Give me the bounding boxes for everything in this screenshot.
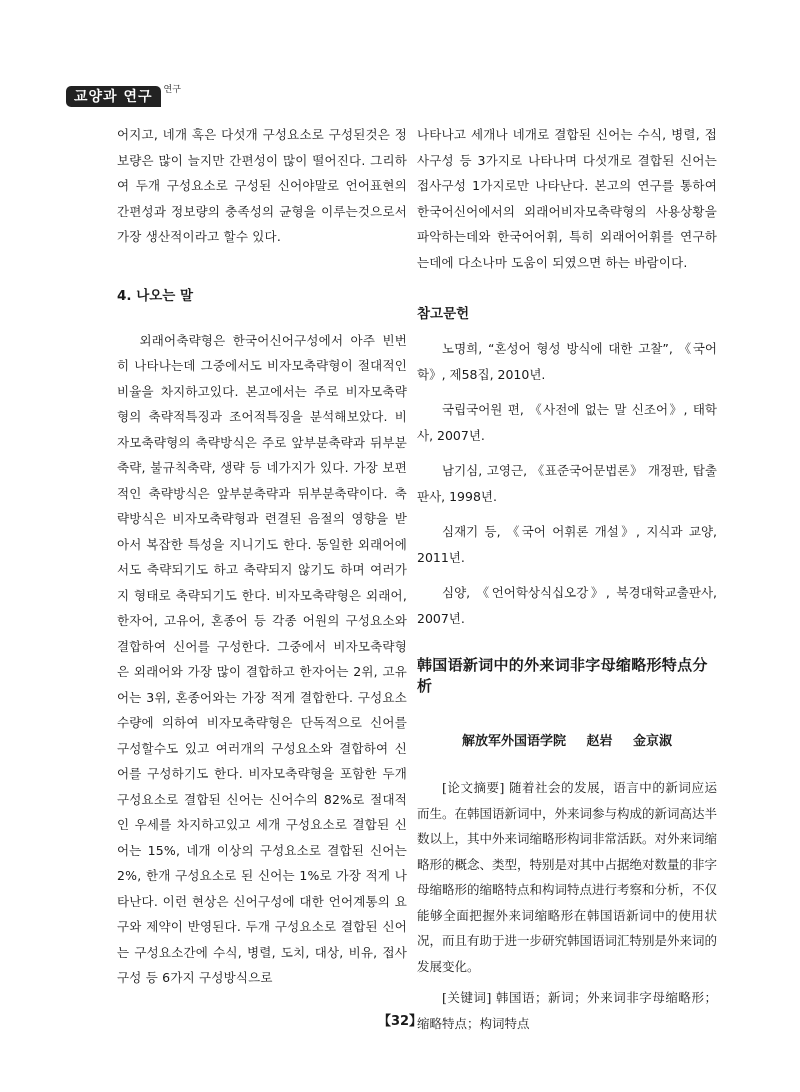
left-column: [117, 122, 407, 991]
reference-item: 남기심, 고영근, 《표준국어문법론》 개정판, 탑출판사, 1998년.: [417, 463, 717, 504]
chinese-title: 韩国语新词中的外来词非字母缩略形特点分析: [417, 656, 708, 695]
chinese-author: 赵岩: [586, 734, 613, 749]
conclusion-heading: 4. 나오는 말: [117, 287, 194, 304]
references-heading: 참고문헌: [417, 306, 470, 322]
chinese-byline: [417, 730, 717, 749]
chinese-keywords: [关键词] 韩国语；新词；外来词非字母缩略形；缩略特点；构词特点: [417, 990, 717, 1031]
conclusion-paragraph: 외래어축략형은 한국어신어구성에서 아주 빈번히 나타나는데 그중에서도 비자모축략형이 절대적인 비율을 차지하고있다. 본고에서는 주로 비자모축략형의 축략적특징과 조어적특징을 분석해보았다. 비자모축략형의 축략방식은 주로 앞부분축략과 뒤부분축략, 불규칙축략, 생략 등 네가지가 있다. 가장 보편적인 축략방식은 앞부분축략과 뒤부분축략이다. 축략방식은 비자모축략형과 련결된 음절의 영향을 받아서 복잡한 특성을 지니기도 한다. 동일한 외래어에서도 축략되기도 하고 축략되지 않기도 하며 여러가지 형태로 축략되기도 한다. 비자모축략형은 외래어, 한자어, 고유어, 혼종어 등 각종 어원의 구성요소와 결합하여 신어를 구성한다. 그중에서 비자모축략형은 외래어와 가장 많이 결합하고 한자어는 2위, 고유어는 3위, 혼종어와는 가장 적게 결합한다. 구성요소수량에 의하여 비자모축략형은 단독적으로 신어를 구성할수도 있고 여러개의 구성요소와 결합하여 신어를 구성하기도 한다. 비자모축략형을 포함한 두개 구성요소로 결합된 신어는 신어수의 82%로 절대적인 우세를 차지하고있고 세개 구성요소로 결합된 신어는 15%, 네개 이상의 구성요소로 결합된 신어는 2%, 한개 구성요소로 된 신어는 1%로 가장 적게 나타난다. 이런 현상은 신어구성에 대한 언어계통의 요구와 제약이 반영된다. 두개 구성요소로 결합된 신어는 구성요소간에 수식, 병렬, 도치, 대상, 비유, 접사구성 등 6가지 구성방식으로: [117, 332, 407, 985]
reference-item: 국립국어원 편, 《사전에 없는 말 신조어》, 태학사, 2007년.: [417, 402, 717, 443]
reference-item: 심재기 등, 《국어 어휘론 개설》, 지식과 교양, 2011년.: [417, 524, 717, 565]
journal-logo: 교양과 연구: [66, 86, 161, 107]
chinese-author: 金京淑: [633, 734, 673, 749]
journal-logo-suffix: 연구: [163, 85, 181, 95]
right-column: [417, 122, 717, 1036]
chinese-abstract: [论文摘要] 随着社会的发展，语言中的新词应运而生。在韩国语新词中，外来词参与构成的新词高达半数以上，其中外来词缩略形构词非常活跃。对外来词缩略形的概念、类型，特别是对其中占据绝对数量的非字母缩略形的缩略特点和构词特点进行考察和分析，不仅能够全面把握外来词缩略形在韩国语新词中的使用状况，而且有助于进一步研究韩国语词汇特别是外来词的发展变化。: [417, 780, 718, 974]
continued-paragraph-right: 나타나고 세개나 네개로 결합된 신어는 수식, 병렬, 접사구성 등 3가지로 나타나며 다섯개로 결합된 신어는 접사구성 1가지로만 나타난다. 본고의 연구를 통하여 한국어신어에서의 외래어비자모축략형의 사용상황을 파악하는데와 한국어어휘, 특히 외래어어휘를 연구하는데에 다소나마 도움이 되였으면 하는 바람이다.: [417, 127, 717, 270]
reference-item: 심양, 《언어학상식십오강》, 북경대학교출판사, 2007년.: [417, 585, 717, 626]
continued-paragraph-left: 어지고, 네개 혹은 다섯개 구성요소로 구성된것은 정보량은 많이 늘지만 간편성이 많이 떨어진다. 그리하여 두개 구성요소로 구성된 신어야말로 언어표현의 간편성과 정보량의 충족성의 균형을 이루는것으로서 가장 생산적이라고 할수 있다.: [117, 127, 407, 244]
chinese-affiliation: 解放军外国语学院: [461, 734, 566, 749]
reference-item: 노명희, “혼성어 형성 방식에 대한 고찰”, 《국어학》, 제58집, 2010년.: [417, 341, 717, 382]
references-list: [417, 336, 717, 631]
running-head: [66, 82, 181, 107]
page-number: 【32】: [377, 1014, 423, 1029]
